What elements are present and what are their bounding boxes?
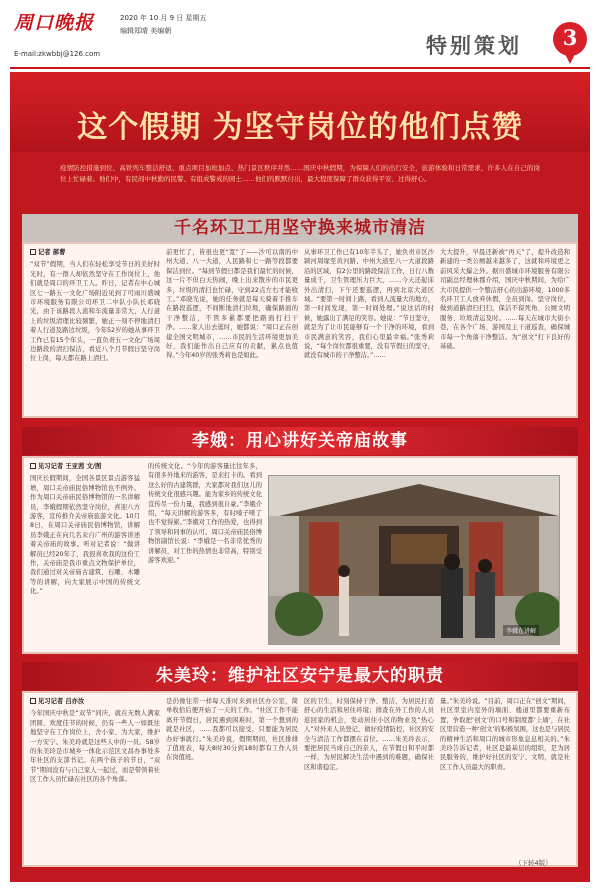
continued-note: （下转4版） <box>515 859 552 867</box>
bottom-band <box>10 872 590 882</box>
masthead <box>0 0 600 70</box>
dateline <box>120 12 207 38</box>
email-address: E-mail:zkwbbj@126.com <box>14 50 101 58</box>
editor-credit: 编辑郑晴 美编朝 <box>120 27 172 35</box>
photo-caption: 李娥在讲解 <box>503 625 539 636</box>
intro-text: 疫情防控措施到位、高铁列车整洁舒适、重点项目加班加点、热门景区秩序井然……国庆中秋假期，为保障人们的出行安全，旅游体验和日常需求，许多人在自己的岗位上忙碌着。他们中，有民间中秋勤的民警、有组成警戒的园士……他们的默默付出，最大程度保障了群众获得平安、过得舒心。 <box>60 164 540 183</box>
story1-column-1: 记者 郝曹 “双节”假期，当人们在轻松享受节日的美好时光时，有一群人却依然坚守在工作岗位上，他们就是周口的环卫工人。昨日，记者在中心城区七一路五一文化广场附近见到了可雨川盛城市环境服务有限公司环卫二中队小队长邓晓光，由于该路段人流和车流量非常大，人行道上的垃圾清理比较频繁，她正一刻不停地清扫着人行道及路边垃圾，今年52岁的她从事环卫工作已有15个年头，一直负责五一文化广场周边路段的清扫保洁，看近八个月节假日坚守岗位上岗，每天都在路上清扫。 <box>30 249 160 363</box>
story1-title: 千名环卫工用坚守换来城市清洁 <box>22 214 578 242</box>
story2-column-2: 的传统文化。“今年的游客量比往年多，有很多外地来的游客，是来打卡的。看到这么好的古建筑群，大家都对我们这儿的传统文化很感兴趣。能为家乡的传统文化宣传尽一份力量，我感到很自豪。”李娥介绍，“每天讲解的游客多，有时嗓子哑了也不觉得累。”李娥对工作的热爱，也得到了领导和同事的认可。周口关帝庙民俗博物馆副馆长说：“李娥是一名非常优秀的讲解员，对工作的热情也非常高，特别受游客欢迎。” <box>148 463 262 565</box>
story3-column-1: 见习记者 吕亦汝 今年国庆中秋是“双节”同庆，就在无数人满家团圆、欢度佳节的时候，仍有一些人一如既往地坚守在工作岗位上，舍小家、为大家，维护一方安宁。朱美玲就是这些人中的一员。58岁的朱美玲是市城乡一体化示范区文昌办事处多年社区的支部书记。在两个孩子的节日，“双节”期间没有与自己家人一起过，而是带领着社区工作人员忙碌在社区的各个角落。 <box>30 698 160 784</box>
story3-column-2: 是仍像往常一样每天准时来到社区办公室，简单收拾后便开始了一天的工作。“社区工作不能离开节假日，居民遇到困难时，第一个想到的就是社区，……我都可以接受，只要能为居民办好事就行。”朱美玲说，假期期间，社区排排了值班表，每天8时30分到18时都有工作人员在岗值班。 <box>166 698 298 762</box>
page-number: 3 <box>562 25 578 50</box>
section-name: 特别策划 <box>426 33 522 58</box>
story2-photo <box>268 475 560 645</box>
story1-column-2: 前更忙了，皆很也更“宽”了——沙可以南的中州大道、八一大道，人民路和七一路等段都要保洁到位。“每到节假日都是我们最忙的时候，这一片不但白天热闹，晚上出来散步的市民更多，垃圾的清扫也忙碌，守到22点左右才能收工。”邓晓光说，她的任务就是每天骑着手推车在路段巡逻，不间断地清扫垃圾，确保路面的干净整洁，不管多累都要把路面打扫干净。……家人出去逛时，她都说：“周口正在创建全国文明城市，……市民的生活环境更加美好，我们能作出自己应有的贡献，累点也值得。”今年40岁的张秀莉也是如此。 <box>166 249 298 360</box>
story3-column-4: 量。”朱美玲说。“目前，周口正在“创文”期间，社区里室内室外的墙面、楼道里都要重新布置，争取把‘创文’的口号和制度都‘上墙’，在社区里营造一种‘创文’的积极氛围，这也是与居民的精神生活和周口的城市形象息息相关的。”朱美玲告诉记者，社区是最基层的组织，是为居民服务的，维护好社区的安宁、文明，就是社区工作人员最大的职责。 <box>440 698 570 771</box>
story2-title: 李娥：用心讲好关帝庙故事 <box>22 427 578 455</box>
story2-byline: 见习记者 王亚茜 文/图 <box>30 462 140 471</box>
story1-byline: 记者 郝曹 <box>30 248 160 257</box>
temple-photo-illustration <box>269 476 560 645</box>
story2-column-1: 见习记者 王亚茜 文/图 国庆长假期间，全国各景区景点游客猛增，周口关帝庙民俗博物馆也不例外。作为周口关帝庙民俗博物馆的一名讲解员，李娥假期依然坚守岗位，喜迎八方游客，宣传推介关帝庙旅游文化。10月8日，在周口关帝庙民俗博物馆，讲解员李娥正在向几名来自广州的游客讲述着关帝庙的故事。听对记者说：“做讲解员已经20年了，我很喜欢我的这份工作，关帝庙是我市重点文物保护单位，我们通过对关帝庙古建筑、石雕、木雕等的讲解，向大家展示中国的传统文化。” <box>30 463 140 596</box>
story1-column-4: 大大提升，早晨还新被“再天”了，提升改造和新建的一类公厕越来越多了，这就和环境更之前风采大爆之外。据川盛城市环境服务有限公司副总经理林郡介绍，国庆中秋期间，为给广大市民提供一个整洁舒心的出游环境，1000多名环卫工人放弃休假，全员到岗。坚守岗位，做到道路清扫扫扫，保洁不留死角、公厕文明服务、垃圾清运及时。……每天在城市大街小巷，在各个广场、游园及主干道巡查，确保城市每一个角落干净整洁。为“创文”打下良好的基础。 <box>440 249 570 351</box>
story1-column-3: 从事环卫工作已有10年半头了，她负责市区沙颍河周缘至黄河路、中州大道至八一大道段路沿的区域，有2公里的路段保洁工作，日行八数量成千，卫生管理压力巨大，……今天还起床外出清扫，下午还要巡逻，再到北京大道区域。“要第一时间上路，看到人流量大的地方，第一时间发现，第一时间处理。”说这话的时候，她露出了满足的笑容。她说：“节日坚守，就是为了让市民能够有一个干净的环境，看到市民满意的笑容，我们心里最幸福。”张秀莉说，“每个岗位都很重要，没有节假日的坚守，就没有城市的干净整洁。”…… <box>304 249 434 360</box>
issue-date: 2020 年 10 月 9 日 星期五 <box>120 14 207 22</box>
story3-byline: 见习记者 吕亦汝 <box>30 697 160 706</box>
top-rule <box>10 67 590 69</box>
page-headline: 这个假期 为坚守岗位的他们点赞 <box>77 110 523 145</box>
story3-title: 朱美玲：维护社区安宁是最大的职责 <box>22 662 578 690</box>
story3-column-3: 区的卫生，时刻保持干净、整洁，为居民打造舒心的生活和居住环境；排查在外工作的人员返回家的机会，发动居住小区的物业及“热心人”对外来人员登记，做好疫情防控，社区的安全与清洁工作都摆在首位。……朱美玲表示，要把居民当成自己的亲人，在节假日和平时都一样，为居民解决生活中遇到的难题，确保社区和谐稳定。 <box>304 698 434 771</box>
page-number-pin-icon <box>553 22 587 64</box>
newspaper-logo: 周口晚报 <box>14 12 95 34</box>
